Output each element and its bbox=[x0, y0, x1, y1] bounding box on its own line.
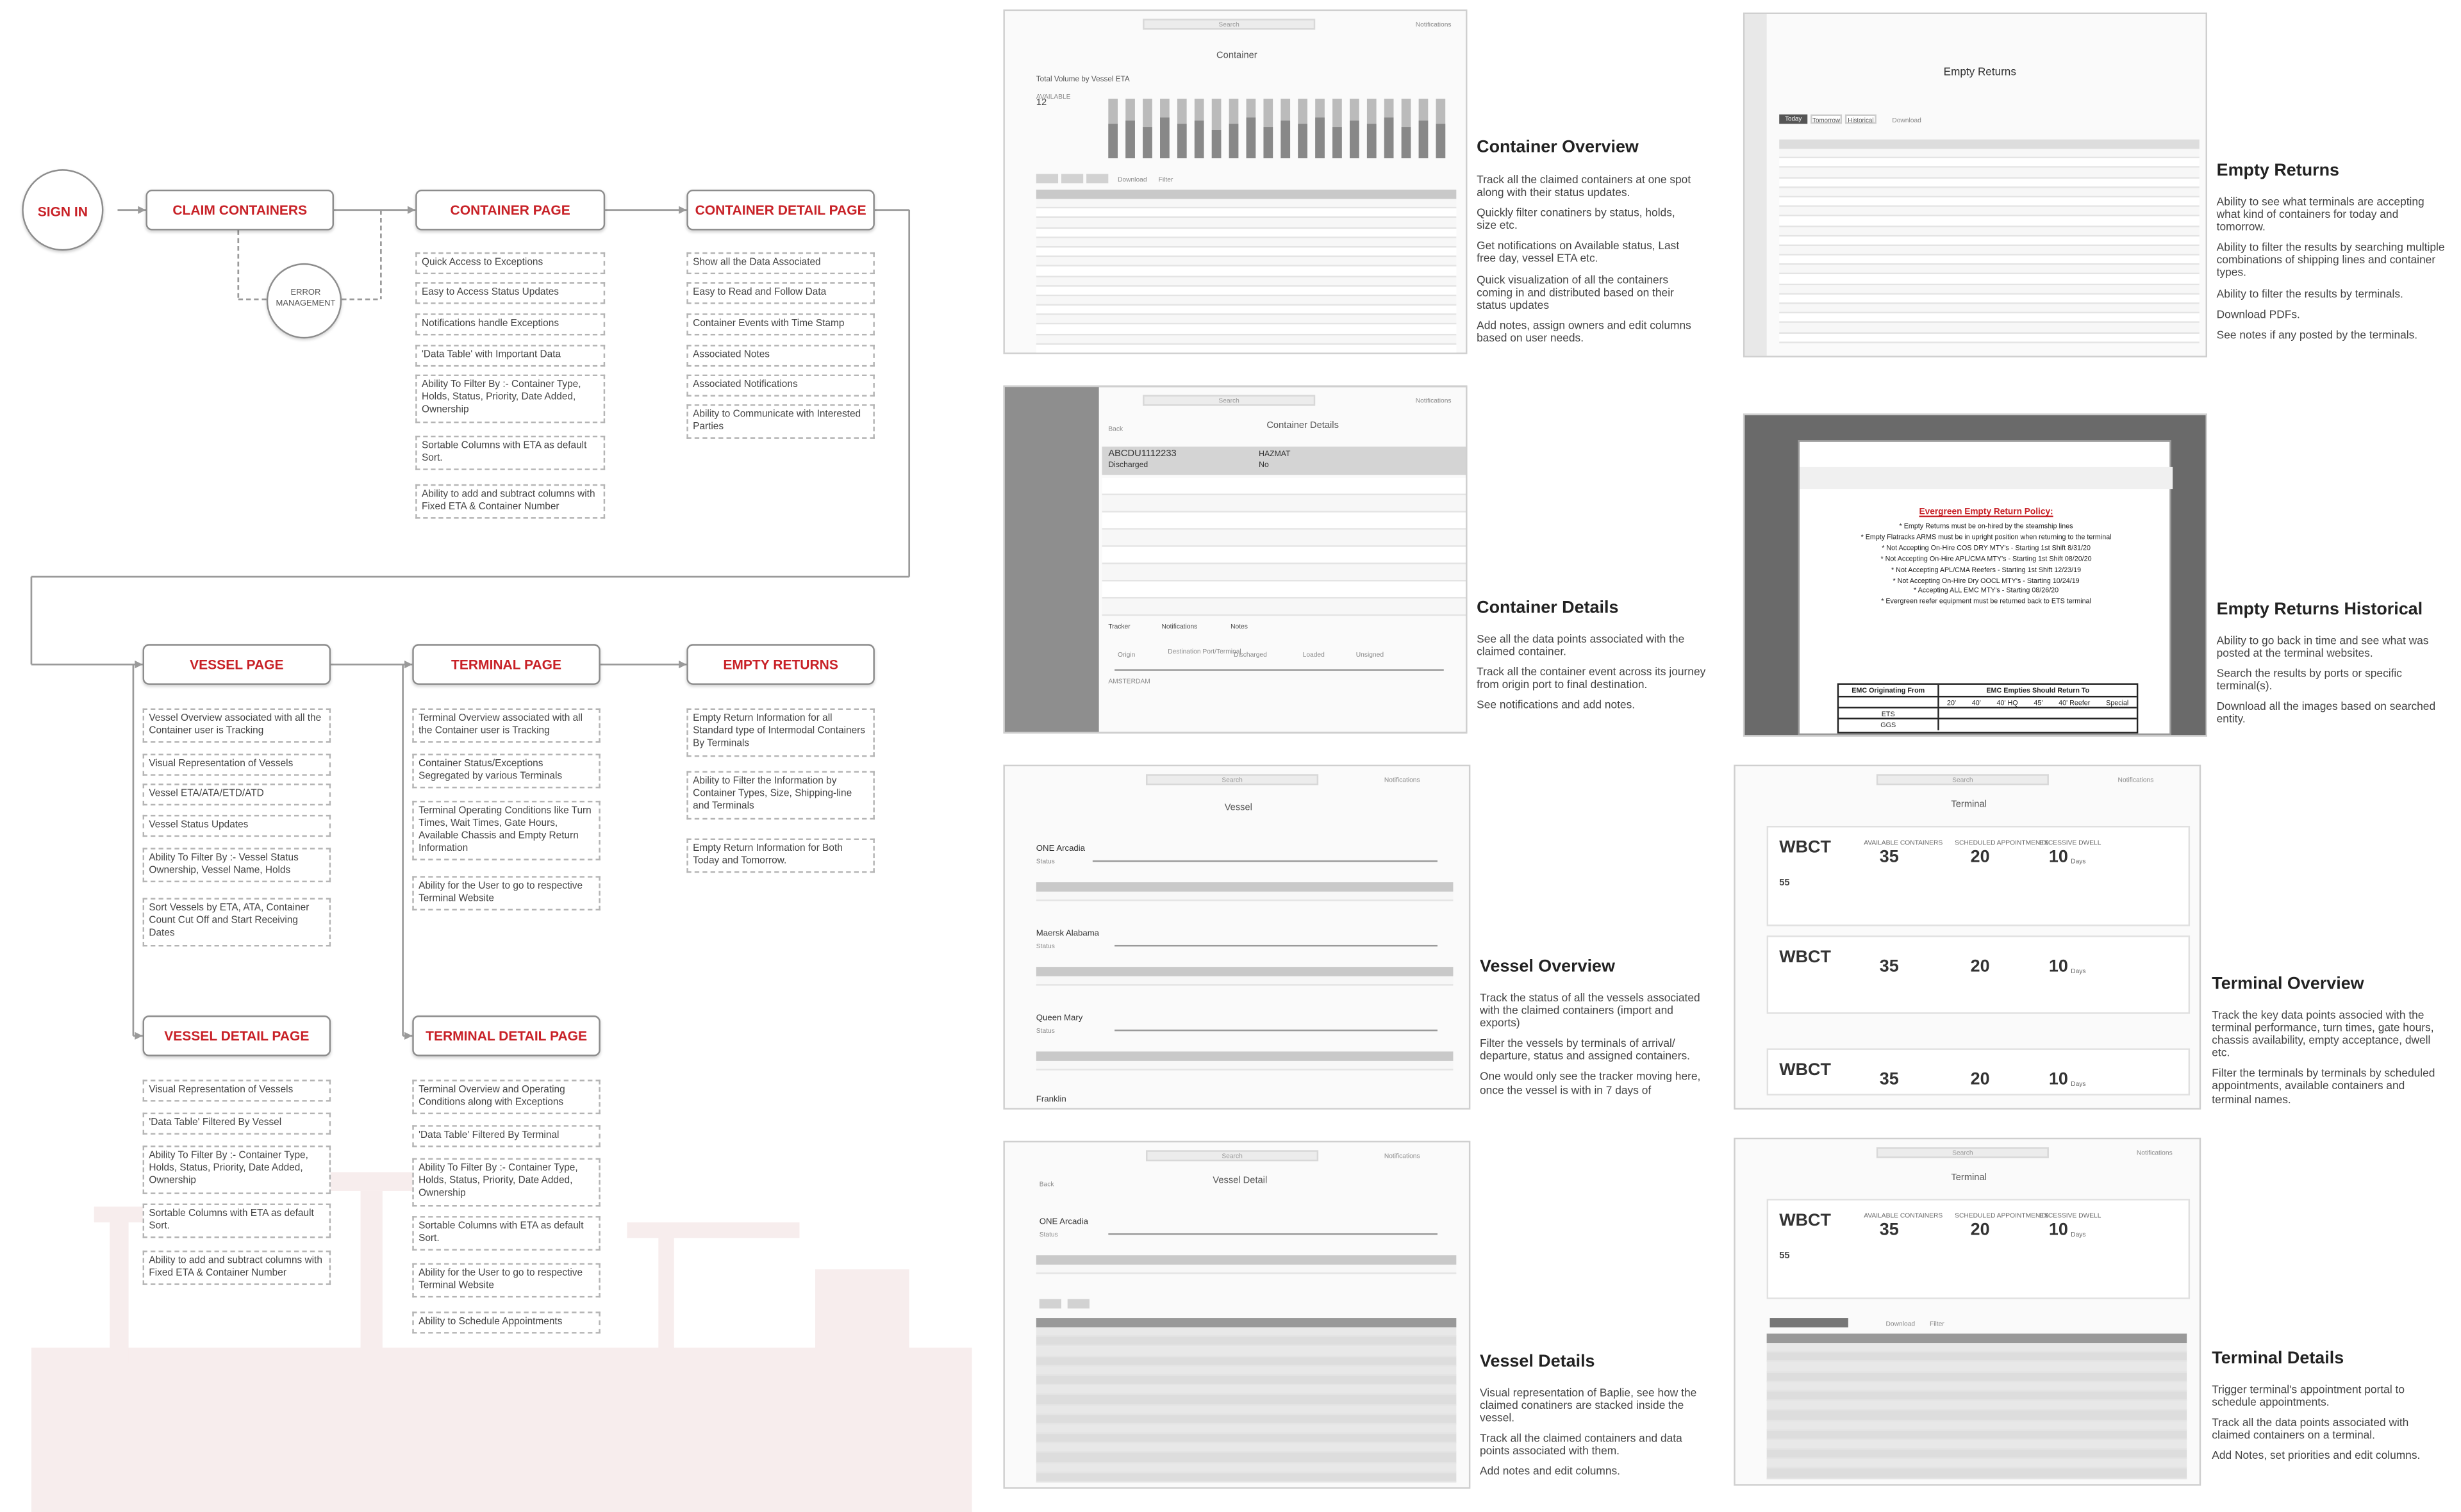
terminal-name: WBCT bbox=[1779, 838, 1831, 857]
feature-item: Ability to Filter the Information by Container Types, Size, Shipping-line and Terminals bbox=[686, 771, 875, 819]
tab-historical[interactable]: Historical bbox=[1845, 115, 1877, 124]
policy-line: * Empty Flatracks ARMS must be in upright position when returning to the terminal bbox=[1860, 532, 2112, 541]
stat-value: 10 bbox=[2048, 957, 2068, 976]
screen-title: Container bbox=[1216, 51, 1257, 62]
policy-line: * Empty Returns must be on-hired by the steamship lines bbox=[1899, 522, 2073, 530]
policy-line: * Not Accepting On-Hire Dry OOCL MTY's - Starting 10/24/19 bbox=[1893, 575, 2080, 584]
policy-line: * Not Accepting APL/CMA Reefers - Starting 1st Shift 12/23/19 bbox=[1891, 565, 2082, 573]
feature-item: Ability to add and subtract columns with Fixed ETA & Container Number bbox=[143, 1251, 331, 1285]
container-page-node[interactable]: CONTAINER PAGE bbox=[415, 190, 605, 231]
terminal-detail-page-node[interactable]: TERMINAL DETAIL PAGE bbox=[412, 1015, 601, 1056]
stat-value: 35 bbox=[1879, 1220, 1899, 1240]
tab-tracker[interactable]: Tracker bbox=[1108, 622, 1131, 630]
feature-item: Ability To Filter By :- Container Type, Holds, Status, Priority, Date Added, Ownership bbox=[143, 1146, 331, 1194]
screen-title: Terminal bbox=[1951, 800, 1987, 810]
download-link[interactable]: Download bbox=[1117, 175, 1147, 184]
description-para: Quick visualization of all the containers coming in and distributed based on their status updates bbox=[1477, 273, 1674, 312]
feature-item: Sortable Columns with ETA as default Sort. bbox=[143, 1204, 331, 1238]
stat-value: 20 bbox=[1970, 1220, 1990, 1240]
policy-line: * Evergreen reefer equipment must be returned back to ETS terminal bbox=[1881, 597, 2091, 605]
section-description bbox=[2217, 196, 2446, 349]
container-status: Discharged bbox=[1108, 461, 1148, 470]
policy-line: * Accepting ALL EMC MTY's - Starting 08/26/20 bbox=[1914, 586, 2059, 595]
col-originating: EMC Originating From bbox=[1839, 685, 1939, 696]
size-col: 40' bbox=[1971, 698, 1981, 707]
stat-label: SCHEDULED APPOINTMENTS bbox=[1955, 1211, 2049, 1219]
section-description bbox=[2212, 1384, 2447, 1471]
vessel-detail-page-node[interactable]: VESSEL DETAIL PAGE bbox=[143, 1015, 331, 1056]
vessel-status-label: Status bbox=[1036, 857, 1055, 866]
vessel-name: Queen Mary bbox=[1036, 1014, 1083, 1024]
search-bar[interactable]: Search bbox=[1877, 774, 2049, 785]
stat-label: SCHEDULED APPOINTMENTS bbox=[1955, 838, 2049, 846]
wait-time: 55 bbox=[1779, 1252, 1790, 1262]
notifications-link[interactable]: Notifications bbox=[1415, 396, 1452, 405]
wait-time: 55 bbox=[1779, 879, 1790, 889]
tab-today[interactable]: Today bbox=[1779, 115, 1807, 124]
container-detail-page-node[interactable]: CONTAINER DETAIL PAGE bbox=[686, 190, 875, 231]
tab-notes[interactable]: Notes bbox=[1230, 622, 1248, 630]
stat-unit: Days bbox=[2071, 857, 2086, 866]
stat-value: 20 bbox=[1970, 957, 1990, 976]
description-para: Quickly filter conatiners by status, holds, size etc. bbox=[1477, 207, 1675, 233]
section-heading: Container Overview bbox=[1477, 138, 1639, 157]
screen-title: Empty Returns bbox=[1943, 67, 2016, 79]
description-para: See all the data points associated with the claimed container. bbox=[1477, 633, 1685, 659]
step-loaded: Loaded bbox=[1302, 650, 1325, 659]
tab-button[interactable] bbox=[1061, 174, 1083, 184]
step-origin: Origin bbox=[1117, 650, 1136, 659]
download-link[interactable]: Download bbox=[1892, 116, 1921, 124]
available-label: AVAILABLE bbox=[1036, 92, 1071, 101]
search-bar[interactable]: Search bbox=[1877, 1147, 2049, 1158]
stat-label: AVAILABLE CONTAINERS bbox=[1864, 1211, 1943, 1219]
stat-label: EXCESSIVE DWELL bbox=[2039, 838, 2101, 846]
feature-item: Terminal Overview and Operating Conditions along with Exceptions bbox=[412, 1080, 601, 1114]
filter-link[interactable]: Filter bbox=[1930, 1319, 1944, 1327]
description-para: Ability to filter the results by terminals. bbox=[2216, 287, 2403, 300]
feature-item: Easy to Read and Follow Data bbox=[686, 282, 875, 304]
feature-item: Terminal Overview associated with all the Container user is Tracking bbox=[412, 709, 601, 743]
search-bar[interactable]: Search bbox=[1143, 19, 1315, 29]
description-para: Track the status of all the vessels associated with the claimed containers (import and exports) bbox=[1480, 992, 1700, 1030]
vessel-name: Franklin bbox=[1036, 1095, 1066, 1105]
section-heading: Terminal Details bbox=[2212, 1349, 2344, 1368]
terminal-details-wireframe bbox=[1734, 1138, 2201, 1486]
stat-unit: Days bbox=[2071, 1080, 2086, 1088]
notifications-link[interactable]: Notifications bbox=[1384, 775, 1420, 784]
feature-item: 'Data Table' Filtered By Vessel bbox=[143, 1113, 331, 1135]
screen-title: Terminal bbox=[1951, 1174, 1987, 1183]
screen-title: Container Details bbox=[1266, 421, 1339, 431]
section-description bbox=[2217, 635, 2446, 734]
step-destination: Destination Port/Terminal bbox=[1168, 647, 1241, 655]
vessel-details-wireframe bbox=[1003, 1141, 1470, 1489]
feature-item: Associated Notifications bbox=[686, 375, 875, 397]
description-para: Search the results by ports or specific terminal(s). bbox=[2216, 668, 2402, 693]
terminal-cell: GGS bbox=[1839, 719, 1939, 730]
terminal-name: WBCT bbox=[1779, 1060, 1831, 1080]
download-link[interactable]: Download bbox=[1885, 1319, 1916, 1327]
search-bar[interactable]: Search bbox=[1146, 1150, 1318, 1161]
feature-item: Vessel Overview associated with all the Container user is Tracking bbox=[143, 709, 331, 743]
feature-item: Quick Access to Exceptions bbox=[415, 252, 605, 274]
description-para: See notifications and add notes. bbox=[1477, 699, 1636, 712]
terminal-page-node[interactable]: TERMINAL PAGE bbox=[412, 644, 601, 685]
feature-item: Easy to Access Status Updates bbox=[415, 282, 605, 304]
vessel-name: Maersk Alabama bbox=[1036, 929, 1100, 939]
section-heading: Container Details bbox=[1477, 598, 1619, 618]
vessel-name: ONE Arcadia bbox=[1036, 844, 1086, 855]
empty-returns-historical-wireframe bbox=[1743, 414, 2207, 737]
vessel-status-label: Status bbox=[1039, 1230, 1058, 1238]
feature-item: Visual Representation of Vessels bbox=[143, 754, 331, 776]
claim-containers-node[interactable]: CLAIM CONTAINERS bbox=[145, 190, 334, 231]
section-description bbox=[1480, 992, 1712, 1105]
feature-item: Vessel ETA/ATA/ETD/ATD bbox=[143, 784, 331, 805]
stat-value: 10 bbox=[2048, 1220, 2068, 1240]
vessel-status-label: Status bbox=[1036, 1026, 1055, 1035]
details-grid bbox=[1102, 478, 1466, 616]
stat-value: 20 bbox=[1970, 848, 1990, 867]
feature-item: Terminal Operating Conditions like Turn Times, Wait Times, Gate Hours, Available Chassis and Empty Return Information bbox=[412, 801, 601, 860]
policy-line: * Not Accepting On-Hire COS DRY MTY's - Starting 1st Shift 8/31/20 bbox=[1882, 543, 2091, 552]
feature-item: Empty Return Information for Both Today and Tomorrow. bbox=[686, 839, 875, 873]
vessel-name: ONE Arcadia bbox=[1039, 1217, 1088, 1228]
feature-item: Empty Return Information for all Standard type of Intermodal Containers By Terminals bbox=[686, 709, 875, 757]
search-bar[interactable]: Search bbox=[1143, 395, 1315, 406]
tab-button[interactable] bbox=[1040, 1299, 1061, 1309]
section-heading: Empty Returns bbox=[2216, 161, 2340, 181]
chart-title: Total Volume by Vessel ETA bbox=[1036, 76, 1130, 85]
description-para: Add notes and edit columns. bbox=[1480, 1466, 1621, 1479]
container-table bbox=[1036, 190, 1457, 354]
description-para: Filter the vessels by terminals of arrival/ departure, status and assigned containers. bbox=[1480, 1037, 1690, 1064]
feature-item: Visual Representation of Vessels bbox=[143, 1080, 331, 1101]
empty-returns-wireframe bbox=[1743, 13, 2207, 357]
feature-item: Ability for the User to go to respective Terminal Website bbox=[412, 1263, 601, 1297]
terminal-overview-wireframe bbox=[1734, 765, 2201, 1110]
feature-item: Show all the Data Associated bbox=[686, 252, 875, 274]
feature-item: Vessel Status Updates bbox=[143, 815, 331, 837]
container-details-wireframe bbox=[1003, 386, 1467, 734]
size-col: 45' bbox=[2034, 698, 2043, 707]
description-para: Add notes, assign owners and edit columns based on user needs. bbox=[1477, 319, 1691, 345]
terminal-container-table bbox=[1767, 1334, 2187, 1479]
schedule-appointments-button[interactable] bbox=[1770, 1318, 1848, 1327]
vessel-overview-wireframe bbox=[1003, 765, 1470, 1110]
section-description bbox=[2212, 1009, 2447, 1113]
back-link[interactable]: Back bbox=[1039, 1179, 1054, 1188]
stat-value: 10 bbox=[2048, 1070, 2068, 1089]
container-overview-wireframe bbox=[1003, 10, 1467, 354]
terminal-cell: ETS bbox=[1839, 709, 1939, 718]
filter-link[interactable]: Filter bbox=[1158, 175, 1173, 184]
container-number: ABCDU1112233 bbox=[1108, 450, 1177, 459]
feature-item: Ability To Filter By :- Container Type, Holds, Status, Priority, Date Added, Ownership bbox=[415, 375, 605, 423]
description-para: Ability to go back in time and see what was posted at the terminal websites. bbox=[2216, 634, 2429, 660]
feature-item: 'Data Table' with Important Data bbox=[415, 345, 605, 366]
feature-item: Container Events with Time Stamp bbox=[686, 313, 875, 335]
stat-value: 20 bbox=[1970, 1070, 1990, 1089]
terminal-name: WBCT bbox=[1779, 948, 1831, 967]
tab-button[interactable] bbox=[1036, 174, 1058, 184]
policy-line: * Not Accepting On-Hire APL/CMA MTY's - Starting 1st Shift 08/20/20 bbox=[1880, 554, 2092, 563]
stat-value: 35 bbox=[1879, 848, 1899, 867]
origin-value: AMSTERDAM bbox=[1108, 677, 1150, 685]
tab-button[interactable] bbox=[1068, 1299, 1090, 1309]
empty-returns-node[interactable]: EMPTY RETURNS bbox=[686, 644, 875, 685]
volume-bar-chart bbox=[1105, 92, 1457, 167]
description-para: Trigger terminal's appointment portal to schedule appointments. bbox=[2212, 1383, 2405, 1409]
feature-item: Associated Notes bbox=[686, 345, 875, 366]
feature-item: Ability to add and subtract columns with Fixed ETA & Container Number bbox=[415, 484, 605, 519]
step-discharged: Discharged bbox=[1234, 650, 1267, 659]
description-para: See notes if any posted by the terminals. bbox=[2216, 329, 2418, 341]
feature-item: Container Status/Exceptions Segregated by various Terminals bbox=[412, 754, 601, 789]
feature-item: 'Data Table' Filtered By Terminal bbox=[412, 1125, 601, 1147]
error-management-label: ERROR MANAGEMENT bbox=[276, 288, 336, 309]
section-description bbox=[1477, 174, 1696, 353]
description-para: Download all the images based on searched entity. bbox=[2216, 701, 2436, 727]
description-para: One would only see the tracker moving here, once the vessel is with in 7 days of bbox=[1480, 1071, 1701, 1097]
tab-button[interactable] bbox=[1086, 174, 1108, 184]
available-count: 12 bbox=[1036, 99, 1047, 108]
stat-value: 35 bbox=[1879, 957, 1899, 976]
vessel-status-label: Status bbox=[1036, 942, 1055, 950]
vessel-page-node[interactable]: VESSEL PAGE bbox=[143, 644, 331, 685]
description-para: Get notifications on Available status, Last free day, vessel ETA etc. bbox=[1477, 240, 1680, 266]
description-para: Track all the claimed containers and data points associated with them. bbox=[1480, 1433, 1682, 1458]
screen-title: Vessel Detail bbox=[1213, 1176, 1268, 1187]
stat-value: 10 bbox=[2048, 848, 2068, 867]
sign-in-node[interactable] bbox=[22, 169, 103, 251]
description-para: Ability to see what terminals are accepting what kind of containers for today and tomorrow. bbox=[2216, 195, 2424, 234]
stat-label: EXCESSIVE DWELL bbox=[2039, 1211, 2101, 1219]
size-col: 40' HQ bbox=[1996, 698, 2018, 707]
description-para: Ability to filter the results by searching multiple combinations of shipping lines and container types. bbox=[2216, 242, 2445, 280]
description-para: Track the key data points associed with the terminal performance, turn times, gate hours, chassis availability, empty acceptance, dwell etc. bbox=[2212, 1009, 2434, 1060]
section-description bbox=[1477, 633, 1705, 720]
step-unsigned: Unsigned bbox=[1355, 650, 1384, 659]
description-para: Filter the terminals by terminals by scheduled appointments, available containers and terminal names. bbox=[2212, 1067, 2435, 1106]
policy-title: Evergreen Empty Return Policy: bbox=[1919, 507, 2053, 518]
description-para: Track all the claimed containers at one spot along with their status updates. bbox=[1477, 174, 1691, 199]
description-para: Add Notes, set priorities and edit columns. bbox=[2212, 1450, 2421, 1463]
stat-unit: Days bbox=[2071, 967, 2086, 975]
description-para: Download PDFs. bbox=[2216, 308, 2300, 321]
notifications-link[interactable]: Notifications bbox=[2136, 1148, 2173, 1157]
back-link[interactable]: Back bbox=[1108, 424, 1123, 433]
section-heading: Vessel Details bbox=[1480, 1352, 1595, 1372]
notifications-link[interactable]: Notifications bbox=[2117, 775, 2154, 784]
size-col: Special bbox=[2106, 698, 2129, 707]
terminal-name: WBCT bbox=[1779, 1211, 1831, 1231]
feature-item: Ability To Filter By :- Container Type, Holds, Status, Priority, Date Added, Ownership bbox=[412, 1158, 601, 1207]
stat-unit: Days bbox=[2071, 1230, 2086, 1238]
feature-item: Ability to Communicate with Interested Parties bbox=[686, 404, 875, 439]
error-management-node bbox=[267, 263, 342, 338]
stat-label: AVAILABLE CONTAINERS bbox=[1864, 838, 1943, 846]
notifications-link[interactable]: Notifications bbox=[1415, 20, 1452, 29]
feature-item: Sortable Columns with ETA as default Sort. bbox=[415, 436, 605, 470]
notifications-link[interactable]: Notifications bbox=[1384, 1151, 1420, 1160]
hazmat-label: HAZMAT bbox=[1259, 450, 1291, 459]
search-bar[interactable]: Search bbox=[1146, 774, 1318, 785]
feature-item: Ability To Filter By :- Vessel Status Ownership, Vessel Name, Holds bbox=[143, 848, 331, 882]
sign-in-label: SIGN IN bbox=[37, 203, 88, 220]
empty-returns-table bbox=[1779, 140, 2200, 343]
tab-notifications[interactable]: Notifications bbox=[1161, 622, 1198, 630]
vessel-container-table bbox=[1036, 1318, 1457, 1483]
feature-item: Ability to Schedule Appointments bbox=[412, 1311, 601, 1333]
section-heading: Empty Returns Historical bbox=[2216, 600, 2423, 620]
size-col: 40' Reefer bbox=[2059, 698, 2091, 707]
screen-title: Vessel bbox=[1224, 803, 1252, 814]
feature-item: Notifications handle Exceptions bbox=[415, 313, 605, 335]
size-col: 20' bbox=[1947, 698, 1957, 707]
feature-item: Ability for the User to go to respective Terminal Website bbox=[412, 876, 601, 910]
description-para: Track all the container event across its journey from origin port to final destination. bbox=[1477, 666, 1706, 692]
policy-table bbox=[1837, 683, 2139, 733]
tab-tomorrow[interactable]: Tomorrow bbox=[1811, 115, 1842, 124]
policy-lines bbox=[1815, 522, 2157, 609]
feature-item: Sortable Columns with ETA as default Sort. bbox=[412, 1216, 601, 1251]
feature-item: Sort Vessels by ETA, ATA, Container Count Cut Off and Start Receiving Dates bbox=[143, 898, 331, 947]
description-para: Visual representation of Baplie, see how the claimed conatiners are stacked inside the vessel. bbox=[1480, 1386, 1697, 1425]
col-return-to: EMC Empties Should Return To bbox=[1986, 686, 2090, 694]
section-heading: Vessel Overview bbox=[1480, 957, 1615, 976]
stat-value: 35 bbox=[1879, 1070, 1899, 1089]
hazmat-value: No bbox=[1259, 461, 1269, 470]
section-description bbox=[1480, 1387, 1709, 1486]
description-para: Track all the data points associated with claimed containers on a terminal. bbox=[2212, 1417, 2409, 1443]
section-heading: Terminal Overview bbox=[2212, 974, 2364, 994]
